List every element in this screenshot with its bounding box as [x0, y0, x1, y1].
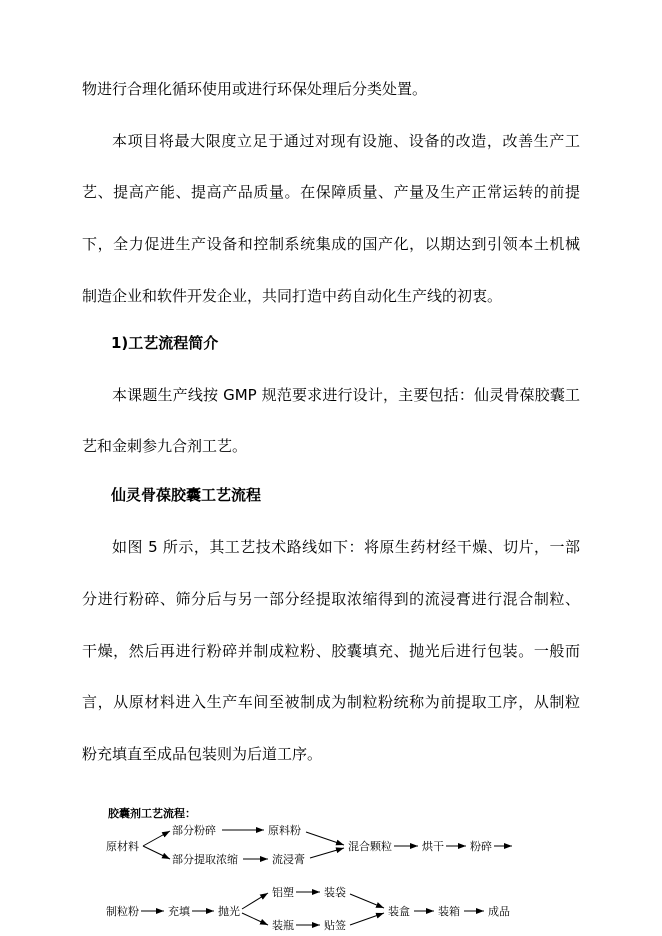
- flow-arrow: [242, 913, 268, 925]
- paragraph-line: 物进行合理化循环使用或进行环保处理后分类处置。: [82, 80, 428, 98]
- flow-node-fluid-extract: 流浸膏: [272, 853, 305, 866]
- paragraph-line: 艺和金刺参九合剂工艺。: [82, 437, 248, 455]
- flow-arrow: [242, 893, 268, 909]
- flow-arrow: [310, 848, 344, 858]
- flow-arrow: [350, 894, 384, 908]
- flow-node-granule-powder: 制粒粉: [106, 905, 139, 918]
- paragraph-line: 下，全力促进生产设备和控制系统集成的国产化，以期达到引领本土机械: [82, 235, 580, 253]
- flow-node-raw-material: 原材料: [106, 840, 139, 853]
- flow-arrow: [306, 832, 344, 845]
- flow-node-finished-product: 成品: [488, 905, 510, 918]
- flow-node-dry: 烘干: [422, 840, 444, 853]
- paragraph-line: 制造企业和软件开发企业，共同打造中药自动化生产线的初衷。: [82, 287, 503, 305]
- flow-node-raw-powder: 原料粉: [268, 824, 301, 837]
- flow-node-cartoning: 装箱: [438, 905, 460, 918]
- flow-node-bagging: 装袋: [324, 886, 346, 899]
- flow-arrow: [143, 846, 170, 859]
- flow-node-boxing: 装盒: [388, 905, 410, 918]
- flow-arrow: [143, 831, 170, 846]
- paragraph-line: 本项目将最大限度立足于通过对现有设施、设备的改造，改善生产工: [112, 132, 580, 150]
- paragraph-line: 本课题生产线按 GMP 规范要求进行设计，主要包括：仙灵骨葆胶囊工: [112, 386, 580, 404]
- paragraph-line: 干燥，然后再进行粉碎并制成粒粉、胶囊填充、抛光后进行包装。一般而: [82, 642, 580, 660]
- paragraph-line: 言，从原材料进入生产车间至被制成为制粒粉统称为前提取工序，从制粒: [82, 693, 580, 711]
- paragraph-line: 如图 5 所示，其工艺技术路线如下：将原生药材经干燥、切片，一部: [112, 538, 580, 556]
- flow-node-blister: 铝塑: [272, 886, 294, 899]
- flow-node-partial-crush: 部分粉碎: [172, 824, 216, 837]
- flow-node-partial-extract: 部分提取浓缩: [172, 853, 238, 866]
- paragraph-line: 艺、提高产能、提高产品质量。在保障质量、产量及生产正常运转的前提: [82, 183, 580, 201]
- paragraph-line: 分进行粉碎、筛分后与另一部分经提取浓缩得到的流浸膏进行混合制粒、: [82, 590, 580, 608]
- flow-arrow: [350, 913, 384, 925]
- flow-node-mixed-granules: 混合颗粒: [348, 840, 392, 853]
- flow-node-crush: 粉碎: [470, 840, 492, 853]
- subsection-heading: 仙灵骨葆胶囊工艺流程: [111, 486, 262, 504]
- paragraph-line: 粉充填直至成品包装则为后道工序。: [82, 745, 323, 763]
- flow-node-labeling: 贴签: [324, 919, 346, 932]
- flow-node-polish: 抛光: [218, 905, 240, 918]
- flowchart-title: 胶囊剂工艺流程：: [108, 807, 196, 820]
- flow-node-fill: 充填: [168, 905, 190, 918]
- flow-node-bottling: 装瓶: [272, 919, 294, 932]
- section-heading: 1)工艺流程简介: [111, 334, 219, 352]
